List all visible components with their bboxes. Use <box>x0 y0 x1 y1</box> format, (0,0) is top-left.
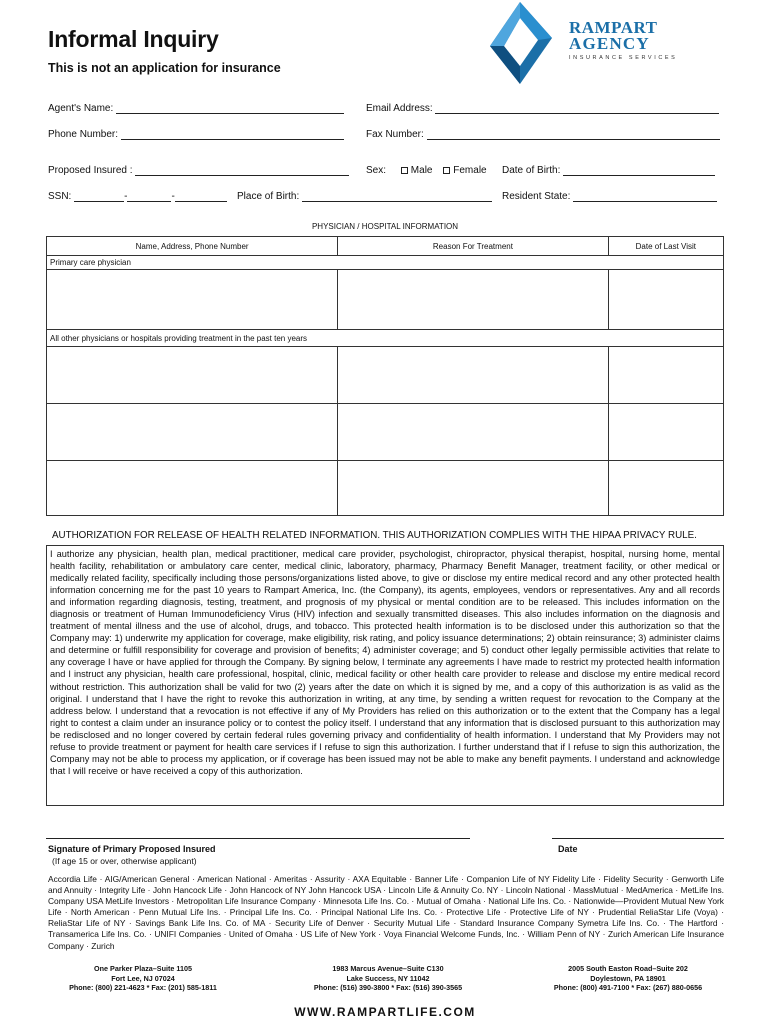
company-list: Accordia Life · AIG/American General · American National · Ameritas · Assurity · AXA Equitable · Banner Life · Companion Life of NY Fidelity Life · Fidelity Security · Genworth Life and Annuity · Integrity Life · John Hancock Life · John Hancock of NY John Hancock USA · Lincoln Life & Annuity Co. NY · Lincoln National · MassMutual · MedAmerica · MetLife Ins. Company USA MetLife Investors · Metropolitan Life Insurance Company · Minnesota Life Ins. Co. · Mutual of Omaha · National Life Ins. Co. · Nationwide—Provident Mutual New York Life · North American · Penn Mutual Life Ins. · Principal Life Ins. Co. · Principal National Life Ins. Co. · Protective Life · Protective Life of NY · Prudential ReliaStar Life (Voya) · ReliaStar Life of NY · Savings Bank Life Ins. Co. of MA · Security Life of Denver · Security Mutual Life · Standard Insurance Company Symetra Life Ins. Co. · The Hartford · Transamerica Life Ins. Co. · UNIFI Companies · United of Omaha · US Life of New York · Voya Financial Welcome Funds, Inc. · William Penn of NY · Zurich American Life Insurance Company · Zurich <box>48 874 724 951</box>
table-row <box>47 404 724 461</box>
date-line[interactable] <box>552 838 724 839</box>
email-label: Email Address: <box>366 103 433 114</box>
logo-text-agency: AGENCY <box>569 34 650 53</box>
office-address-line: One Parker Plaza–Suite 1105 <box>94 964 192 973</box>
table-row <box>47 270 724 330</box>
website-link[interactable]: WWW.RAMPARTLIFE.COM <box>294 1005 476 1019</box>
phone-input[interactable] <box>121 130 344 140</box>
dob-label: Date of Birth: <box>502 165 561 176</box>
male-label: Male <box>410 165 433 176</box>
other-name-cell[interactable] <box>47 461 338 516</box>
office-address-line: 2005 South Easton Road–Suite 202 <box>568 964 688 973</box>
ssn-input-3[interactable] <box>175 192 227 202</box>
other-reason-cell[interactable] <box>338 461 608 516</box>
signature-line[interactable] <box>46 838 470 839</box>
office-fort-lee <box>48 964 238 993</box>
office-city-line: Doylestown, PA 18901 <box>590 973 666 983</box>
ssn-separator-2: - <box>171 191 175 202</box>
place-of-birth-field[interactable] <box>237 191 492 202</box>
signature-note: (If age 15 or over, otherwise applicant) <box>52 856 197 866</box>
fax-field[interactable] <box>366 129 720 140</box>
logo-tagline: INSURANCE SERVICES <box>569 55 678 61</box>
dob-input[interactable] <box>563 166 715 176</box>
agent-name-label: Agent's Name: <box>48 103 114 114</box>
proposed-insured-label: Proposed Insured : <box>48 165 133 176</box>
physician-section-title: PHYSICIAN / HOSPITAL INFORMATION <box>311 222 459 231</box>
fax-label: Fax Number: <box>366 129 424 140</box>
other-date-cell[interactable] <box>608 347 723 404</box>
other-name-cell[interactable] <box>47 404 338 461</box>
place-of-birth-input[interactable] <box>302 192 492 202</box>
ssn-field[interactable] <box>48 191 227 202</box>
page-subtitle: This is not an application for insurance <box>48 61 281 75</box>
phone-field[interactable] <box>48 129 344 140</box>
column-header-name: Name, Address, Phone Number <box>47 237 338 256</box>
ssn-label: SSN: <box>48 191 72 202</box>
agent-name-field[interactable] <box>48 103 344 114</box>
ssn-input-1[interactable] <box>74 192 124 202</box>
other-physicians-label: All other physicians or hospitals providing treatment in the past ten years <box>47 330 724 347</box>
female-checkbox[interactable] <box>443 167 450 174</box>
office-phone-line: Phone: (800) 491-7100 * Fax: (267) 880-0656 <box>553 983 703 992</box>
fax-input[interactable] <box>427 130 720 140</box>
place-of-birth-label: Place of Birth: <box>237 191 300 202</box>
physician-table <box>46 236 724 516</box>
authorization-text: I authorize any physician, health plan, medical practitioner, medical care provider, psychologist, chiropractor, physical therapist, hospital, nursing home, mental health facility, rehabilitation or ambulatory care center, medical clinic, laboratory, pharmacy, Pharmacy Benefit Manager, treatment facility, or other medical or medically related facility, specifically including those persons/organizations listed above, to give or disclose my entire medical record and any other protected health information concerning me for the past 10 years to Rampart America, Inc. (the Company), its agents, employees, vendors or representatives. Any and all records and information regarding diagnosis, testing, treatment, and prognosis of my physical or mental condition are to be released. This includes information on the diagnosis or treatment of Human Immunodeficiency Virus (HIV) infection and sexually transmitted diseases. This also includes information on the diagnosis and treatment of mental illness and the use of alcohol, drugs, and tobacco. This protected health information is to be disclosed under this authorization so that the Company may: 1) underwrite my application for coverage, make eligibility, risk rating, and policy issuance determinations; 2) obtain reinsurance; 3) administer claims and determine or fulfill responsibility for coverage and provision of benefits; 4) administer coverage; and 5) conduct other legally permissible activities that relate to any coverage I have or have applied for through the Company. By signing below, I terminate any agreements I have made to restrict my protected health information and I instruct any physician, health care professional, hospital, clinic, medical facility or other health care provider to release and disclose my entire medical record without restriction. This authorization shall be valid for two (2) years after the date on which it is signed by me, and a copy of this authorization is as valid as the original. I understand that I have the right to revoke this authorization in writing, at any time, by sending a written request for revocation to the Company at the address below. I understand that a revocation is not effective if any of My Providers has relied on this authorization or to the extent that the Company has a legal right to contest a claim under an insurance policy or to contest the policy itself. I understand that any information that is disclosed pursuant to this authorization may be redisclosed and no longer covered by certain federal rules governing privacy and confidentiality of health information. I understand that My Providers may not refuse to provide treatment or payment for health care services if I refuse to sign this authorization. I further understand that if I refuse to sign this authorization, the Company may not be able to process my application, or if coverage has been issued may not be able to make any benefit payments. I understand and acknowledge that I will receive or have received a copy of this authorization. <box>50 549 720 776</box>
primary-name-cell[interactable] <box>47 270 338 330</box>
agent-name-input[interactable] <box>116 104 344 114</box>
sex-label: Sex: <box>366 165 387 176</box>
logo-text-rampart: RAMPART <box>569 18 658 37</box>
dob-field[interactable] <box>502 165 715 176</box>
proposed-insured-field[interactable] <box>48 165 349 176</box>
office-phone-line: Phone: (800) 221-4623 * Fax: (201) 585-1811 <box>69 983 217 992</box>
proposed-insured-input[interactable] <box>135 166 349 176</box>
column-header-reason: Reason For Treatment <box>338 237 608 256</box>
other-date-cell[interactable] <box>608 461 723 516</box>
column-header-date: Date of Last Visit <box>608 237 723 256</box>
primary-reason-cell[interactable] <box>338 270 608 330</box>
ssn-separator-1: - <box>124 191 128 202</box>
email-input[interactable] <box>435 104 719 114</box>
signature-label: Signature of Primary Proposed Insured <box>48 844 216 854</box>
email-field[interactable] <box>366 103 719 114</box>
primary-date-cell[interactable] <box>608 270 723 330</box>
other-reason-cell[interactable] <box>338 347 608 404</box>
phone-label: Phone Number: <box>48 129 119 140</box>
resident-state-field[interactable] <box>502 191 717 202</box>
authorization-title: AUTHORIZATION FOR RELEASE OF HEALTH RELATED INFORMATION. THIS AUTHORIZATION COMPLIES WITH THE HIPAA PRIVACY RULE. <box>52 530 697 541</box>
office-lake-success <box>288 964 488 993</box>
other-date-cell[interactable] <box>608 404 723 461</box>
office-city-line: Fort Lee, NJ 07024 <box>111 973 175 983</box>
sex-field[interactable] <box>366 165 487 176</box>
table-row <box>47 347 724 404</box>
primary-care-label: Primary care physician <box>47 256 724 270</box>
male-checkbox[interactable] <box>401 167 408 174</box>
page-title: Informal Inquiry <box>48 26 219 52</box>
office-city-line: Lake Success, NY 11042 <box>346 973 430 983</box>
rampart-logo-icon <box>490 2 568 84</box>
office-address-line: 1983 Marcus Avenue–Suite C130 <box>332 964 444 973</box>
office-phone-line: Phone: (516) 390-3800 * Fax: (516) 390-3565 <box>313 983 463 992</box>
office-doylestown <box>528 964 728 993</box>
female-label: Female <box>453 165 487 176</box>
date-label: Date <box>558 844 578 854</box>
ssn-input-2[interactable] <box>127 192 171 202</box>
table-row <box>47 461 724 516</box>
resident-state-input[interactable] <box>573 192 717 202</box>
other-reason-cell[interactable] <box>338 404 608 461</box>
resident-state-label: Resident State: <box>502 191 571 202</box>
other-name-cell[interactable] <box>47 347 338 404</box>
